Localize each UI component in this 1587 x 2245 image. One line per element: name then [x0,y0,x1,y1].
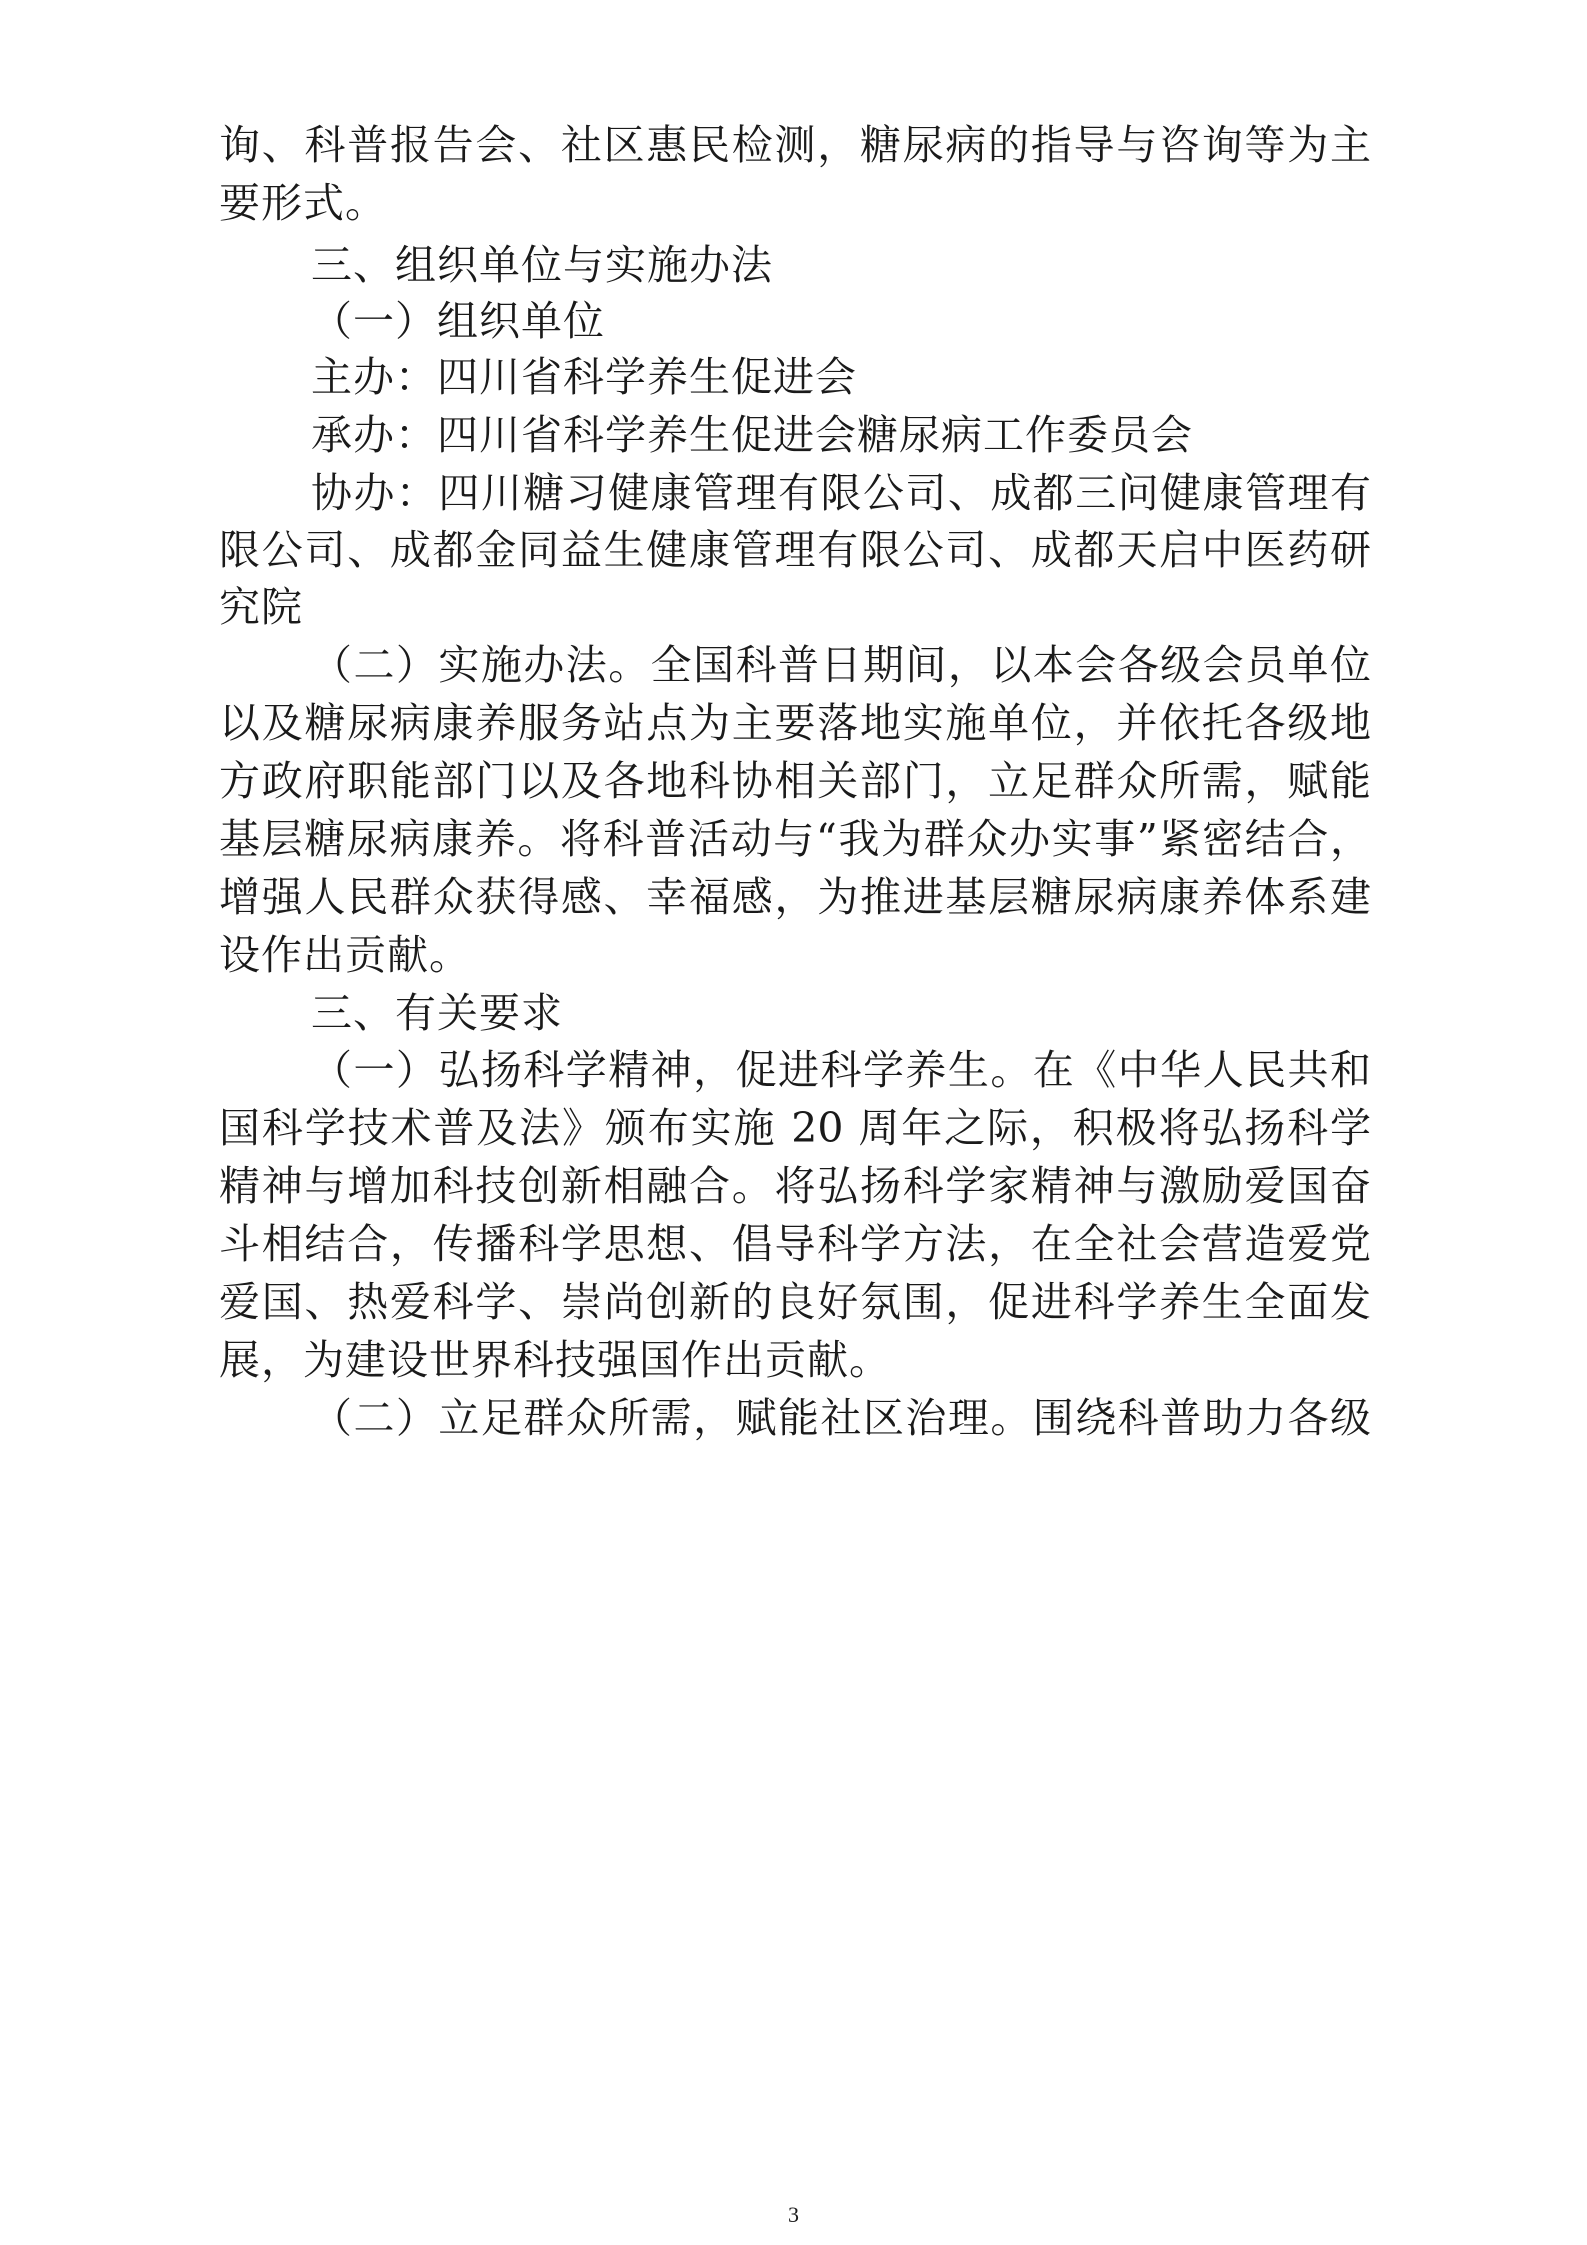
paragraph-line: 询、科普报告会、社区惠民检测，糖尿病的指导与咨询等为主 [219,121,1371,169]
paragraph-line: 展，为建设世界科技强国作出贡献。 [219,1336,891,1384]
organizer-host: 主办：四川省科学养生促进会 [311,353,857,401]
paragraph-line: 要形式。 [219,179,387,227]
section-heading: 三、有关要求 [311,989,563,1037]
subsection-heading: （一）组织单位 [311,297,605,345]
paragraph-line: 设作出贡献。 [219,931,471,979]
paragraph-line: 限公司、成都金同益生健康管理有限公司、成都天启中医药研 [219,526,1371,574]
paragraph-line: 方政府职能部门以及各地科协相关部门，立足群众所需，赋能 [219,757,1371,805]
paragraph-line: 究院 [219,583,303,631]
organizer-co-host: 协办：四川糖习健康管理有限公司、成都三问健康管理有 [311,469,1371,517]
paragraph-line: 精神与增加科技创新相融合。将弘扬科学家精神与激励爱国奋 [219,1162,1371,1210]
paragraph-line: 爱国、热爱科学、崇尚创新的良好氛围，促进科学养生全面发 [219,1278,1371,1326]
paragraph-line: （二）实施办法。全国科普日期间，以本会各级会员单位 [311,641,1371,689]
paragraph-line: 斗相结合，传播科学思想、倡导科学方法，在全社会营造爱党 [219,1220,1371,1268]
paragraph-line: （二）立足群众所需，赋能社区治理。围绕科普助力各级 [311,1394,1371,1442]
paragraph-line: 国科学技术普及法》颁布实施 20 周年之际，积极将弘扬科学 [219,1104,1371,1152]
paragraph-line: 增强人民群众获得感、幸福感，为推进基层糖尿病康养体系建 [219,873,1371,921]
organizer-undertaker: 承办：四川省科学养生促进会糖尿病工作委员会 [311,411,1193,459]
paragraph-line: 基层糖尿病康养。将科普活动与“我为群众办实事”紧密结合， [219,815,1371,863]
page-number: 3 [788,2202,799,2227]
paragraph-line: 以及糖尿病康养服务站点为主要落地实施单位，并依托各级地 [219,699,1371,747]
section-heading: 三、组织单位与实施办法 [311,241,773,289]
paragraph-line: （一）弘扬科学精神，促进科学养生。在《中华人民共和 [311,1046,1371,1094]
